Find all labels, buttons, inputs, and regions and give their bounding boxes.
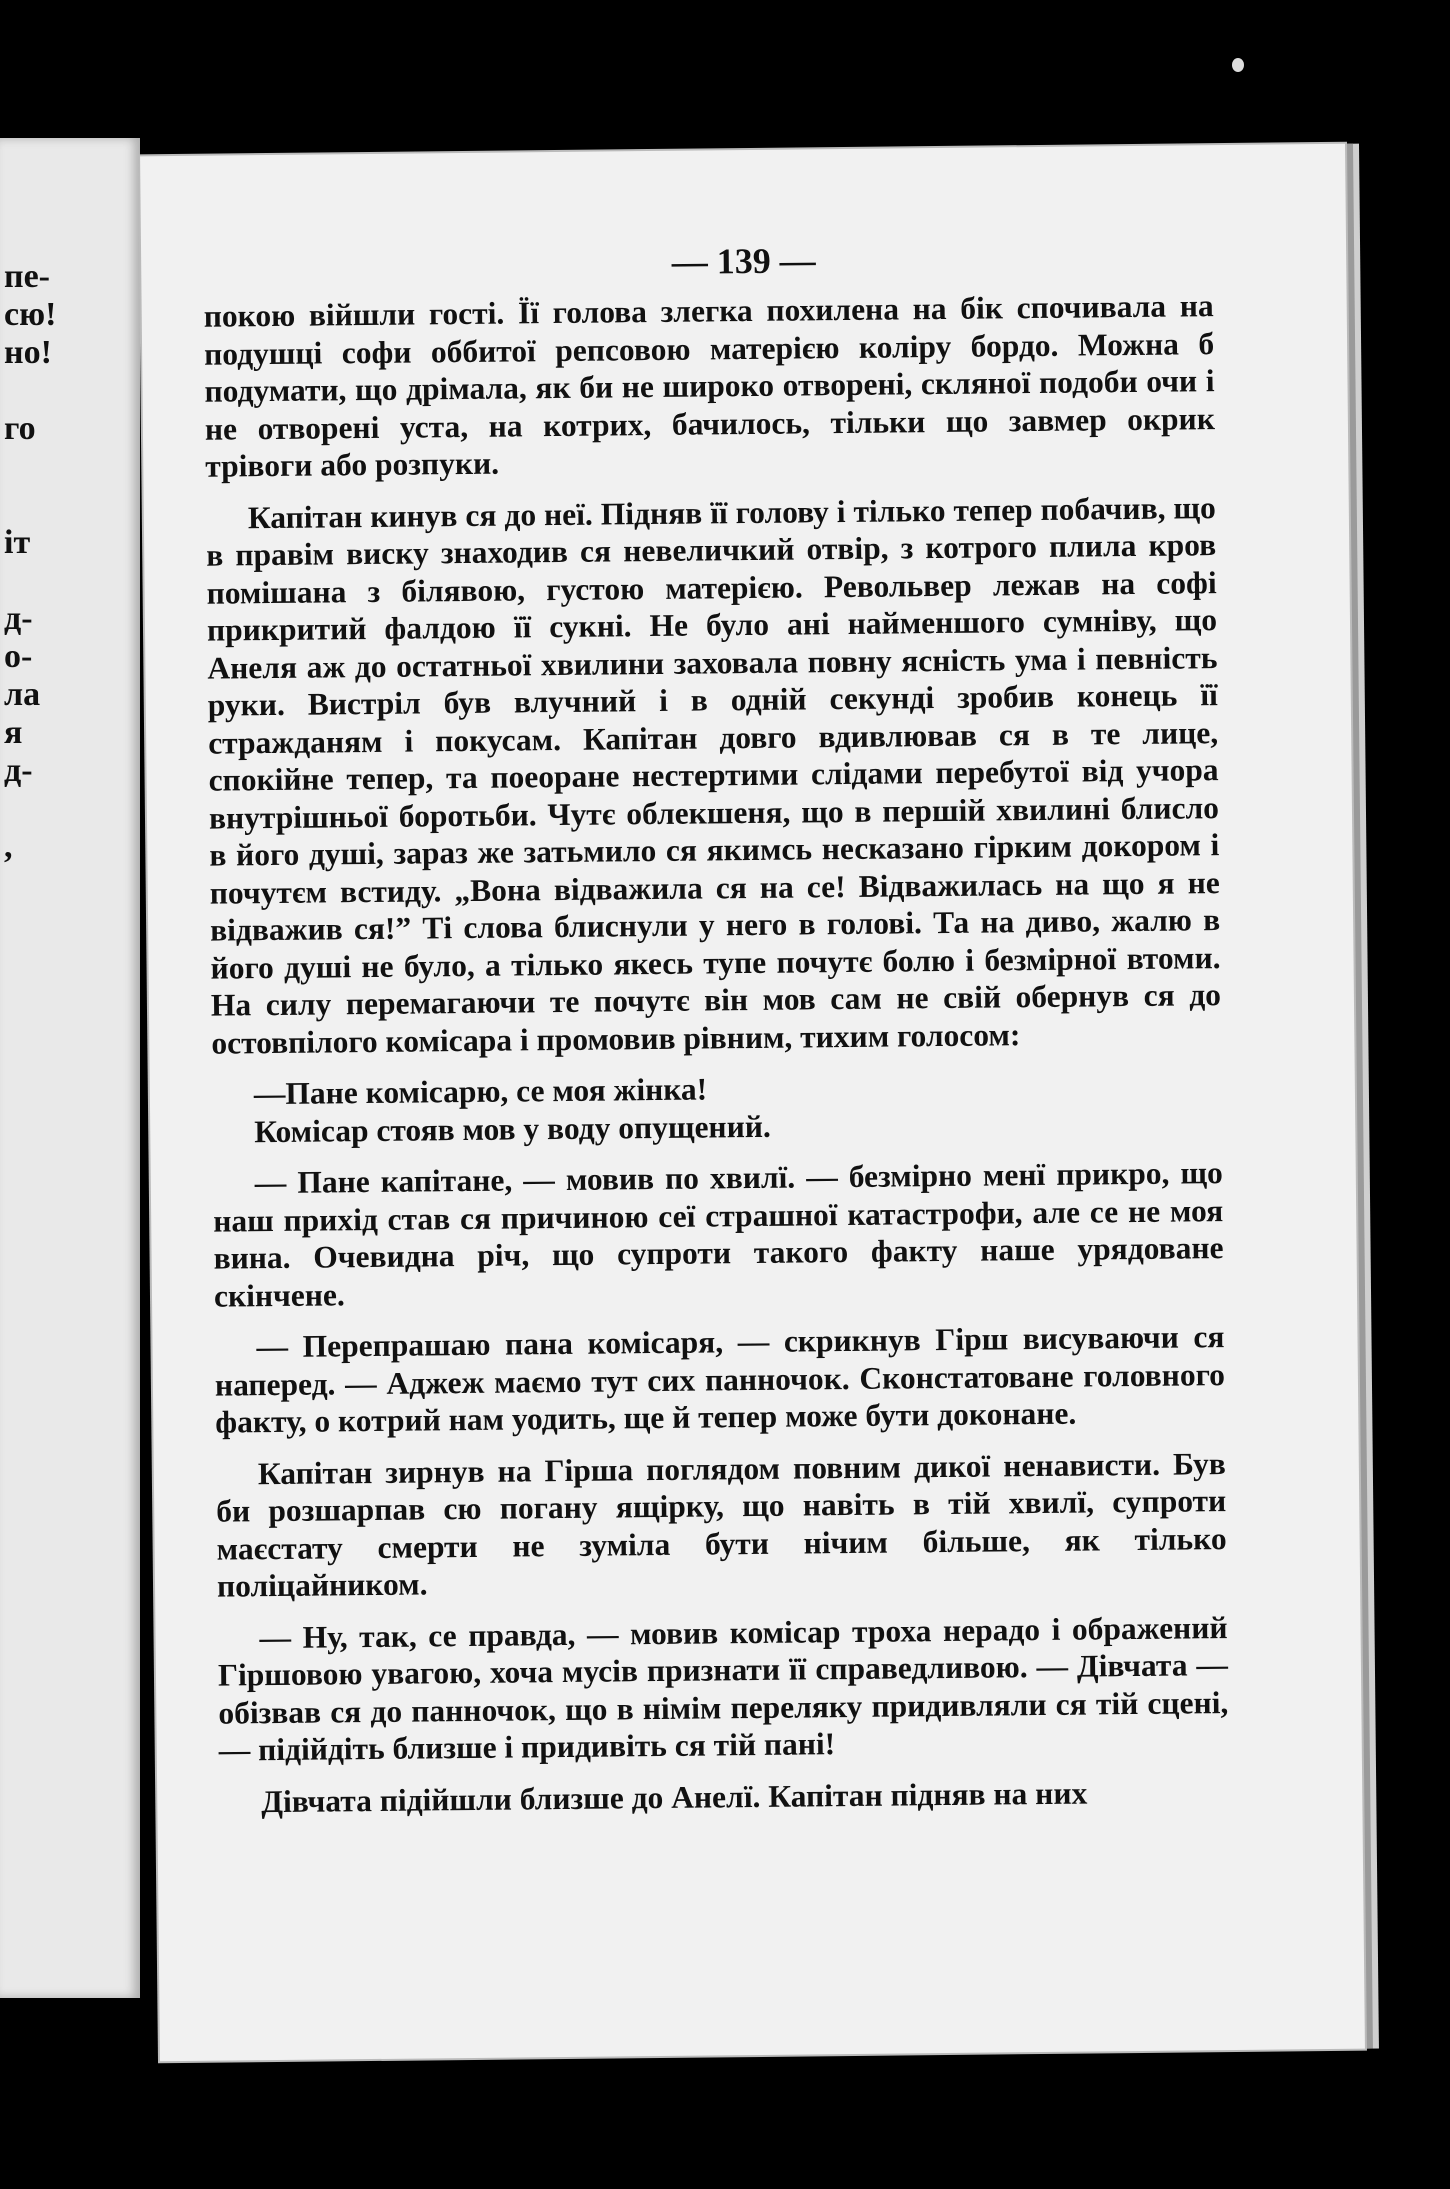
dust-speck (1232, 58, 1244, 72)
left-page-fragment: сю! (4, 296, 57, 333)
left-page-fragment: , (4, 828, 13, 865)
left-page-fragment: го (4, 410, 36, 447)
left-page-fragment: но! (4, 334, 52, 371)
page-number: — 139 — (671, 240, 816, 282)
left-page-fragment: ла (4, 676, 41, 713)
paragraph: Дівчата підійшли близше до Анелї. Капітан підняв на них (261, 1775, 1088, 1819)
paragraph: Комісар стояв мов у воду опущений. (254, 1108, 771, 1149)
paragraph: — Пане капітане, — мовив по хвилї. — безмірно менї прикро, що наш прихід став ся причиною сеї страшної катастрофи, але се не моя вина. Очевидна річ, що супроти такого факту наше урядоване скінчене. (213, 1155, 1224, 1314)
left-page-fragment: пе- (4, 258, 51, 295)
left-page-fragment: д- (4, 600, 33, 637)
paragraph: — Перепрашаю пана комісаря, — скрикнув Гірш висуваючи ся наперед. — Аджеж маємо тут сих панночок. Сконстатоване головного факту, о котрий нам уодить, ще й тепер може бути доконане. (214, 1319, 1226, 1440)
left-page-fragment: іт (4, 524, 31, 561)
paragraph: Капітан зирнув на Гірша поглядом повним дикої ненависти. Був би розшарпав сю погану ящірку, що навіть в тій хвилї, супроти маєстату смерти не зуміла бути нічим більше, як тілько поліцайником. (216, 1445, 1227, 1604)
book-page (140, 144, 1365, 2062)
left-page-fragment: о- (4, 638, 33, 675)
paragraph: покою війшли гості. Її голова злегка похилена на бік спочивала на подушці софи оббитої репсовою матерією коліру бордо. Можна б подумати, що дрімала, як би не широко отворені, скляної подоби очи і не отворені уста, на котрих, бачилось, тільки що завмер окрик трівоги або розпуки. (203, 288, 1216, 484)
page-body (204, 287, 1230, 1834)
paragraph: Капітан кинув ся до неї. Підняв її голову і тілько тепер побачив, що в правім виску знаходив ся невеличкий отвір, з котрого плила кров помішана з білявою, густою матерією. Револьвер лежав на софі прикритий фалдою її сукні. Не було ані найменшого сумніву, що Анеля аж до остатньої хвилини заховала повну ясність ума і певність руки. Вистріл був влучний і в одній секунді зробив конець її стражданям і покусам. Капітан довго вдивлював ся в те лице, спокійне тепер, та поеоране нестертими слідами перебутої від учора внутрішньої боротьби. Чутє облекшеня, що в першій хвилині блисло в його душі, зараз же затьмило ся якимсь несказано гірким докором і почутєм встиду. „Вона відважила ся на се! Відважилась на що я не відважив ся!” Ті слова блиснули у него в голові. Та на диво, жалю в його душі не було, а тілько якесь тупе почутє болю і безмірної втоми. На силу перемагаючи те почутє він мов сам не свій обернув ся до остовпілого комісара і промовив рівним, тихим голосом: (206, 489, 1222, 1061)
previous-page-fragment (0, 138, 140, 1998)
paragraph: — Ну, так, се правда, — мовив комісар троха нерадо і ображений Гіршовою увагою, хоча мусів признати її справедливою. — Дівчата — обізвав ся до панночок, що в німім переляку придивляли ся тій сцені, — підійдіть близше і придивіть ся тій пані! (217, 1609, 1229, 1768)
left-page-fragment: я (4, 714, 23, 751)
left-page-fragment: д- (4, 752, 33, 789)
paragraph: —Пане комісарю, се моя жінка! (253, 1071, 708, 1112)
